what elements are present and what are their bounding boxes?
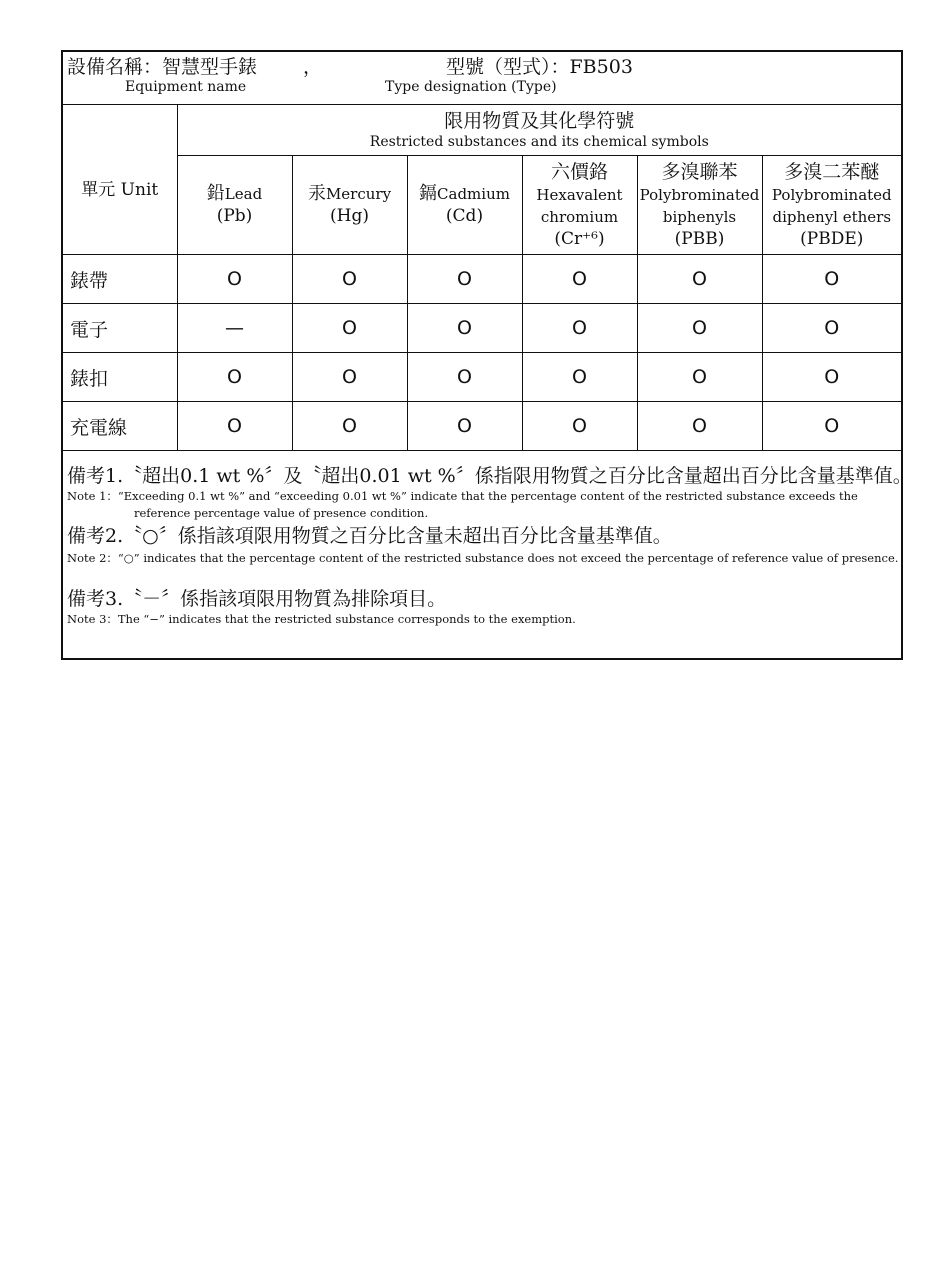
note-1-en-line-2: reference percentage value of presence condition. bbox=[134, 506, 429, 520]
table-cell: O bbox=[762, 353, 901, 402]
substance-zh: 汞 bbox=[307, 183, 326, 204]
table-row-charging-cable bbox=[63, 402, 901, 451]
table-cell: O bbox=[522, 255, 637, 304]
substance-mercury bbox=[292, 156, 407, 255]
table-cell: O bbox=[177, 353, 292, 402]
row-label: 充電線 bbox=[63, 402, 177, 451]
substance-en: Polybrominated bbox=[639, 186, 760, 204]
substance-en: diphenyl ethers bbox=[772, 208, 892, 226]
table-cell: O bbox=[177, 255, 292, 304]
table-cell: O bbox=[637, 255, 762, 304]
table-cell: O bbox=[292, 255, 407, 304]
rohs-declaration bbox=[61, 50, 912, 660]
table-cell: O bbox=[292, 402, 407, 451]
substance-en: chromium bbox=[540, 208, 619, 226]
substance-lead bbox=[177, 156, 292, 255]
table-cell: O bbox=[407, 304, 522, 353]
substance-zh: 鉛 bbox=[206, 183, 225, 204]
notes-section bbox=[67, 458, 912, 628]
row-label: 電子 bbox=[63, 304, 177, 353]
table-cell: O bbox=[177, 402, 292, 451]
substance-zh: 多溴二苯醚 bbox=[784, 161, 880, 183]
table-cell: O bbox=[637, 304, 762, 353]
restricted-title-zh: 限用物質及其化學符號 bbox=[444, 110, 635, 132]
unit-header: 單元 Unit bbox=[63, 105, 177, 255]
substance-en: Mercury bbox=[325, 185, 392, 203]
substance-symbol: (Hg) bbox=[330, 206, 369, 226]
substance-symbol: (PBB) bbox=[674, 229, 725, 249]
note-2-en: Note 2：“○” indicates that the percentage content of the restricted substance does not exceed the percentage of reference value of presence. bbox=[67, 551, 899, 565]
substance-hexavalent-chromium bbox=[522, 156, 637, 255]
row-label: 錶帶 bbox=[63, 255, 177, 304]
table-cell: O bbox=[762, 402, 901, 451]
substance-en: Hexavalent bbox=[536, 186, 623, 204]
substance-en: biphenyls bbox=[662, 208, 737, 226]
note-1-zh: 備考1.〝超出0.1 wt %〞及〝超出0.01 wt %〞係指限用物質之百分比含量超出百分比含量基準值。 bbox=[67, 465, 912, 487]
equipment-name-zh: 設備名稱：智慧型手錶 bbox=[67, 56, 258, 78]
table-cell: O bbox=[407, 353, 522, 402]
substance-zh: 多溴聯苯 bbox=[661, 161, 738, 183]
substance-cadmium bbox=[407, 156, 522, 255]
substance-symbol: (Pb) bbox=[216, 206, 253, 226]
substance-en: Lead bbox=[224, 185, 263, 203]
restricted-substances-table bbox=[63, 52, 901, 451]
table-cell: O bbox=[637, 402, 762, 451]
table-cell: O bbox=[292, 353, 407, 402]
table-cell: O bbox=[522, 402, 637, 451]
table-row-watch-band bbox=[63, 255, 901, 304]
substance-symbol: (Cr⁺⁶) bbox=[554, 229, 605, 249]
substance-zh: 六價鉻 bbox=[550, 161, 608, 183]
substance-symbol: (Cd) bbox=[445, 206, 484, 226]
header-comma: ， bbox=[303, 56, 323, 78]
substance-symbol: (PBDE) bbox=[800, 229, 864, 249]
type-designation-en: Type designation (Type) bbox=[385, 79, 557, 95]
substance-en: Cadmium bbox=[437, 185, 510, 203]
substance-en: Polybrominated bbox=[771, 186, 892, 204]
note-1-en bbox=[67, 488, 897, 522]
restricted-substances-header bbox=[177, 105, 901, 156]
substance-zh: 鎘 bbox=[419, 183, 438, 204]
table-cell: O bbox=[407, 255, 522, 304]
note-1-en-line-1: Note 1：“Exceeding 0.1 wt %” and “exceeding 0.01 wt %” indicate that the percentage content of the restricted substance exceeds the bbox=[67, 489, 858, 503]
table-cell: O bbox=[407, 402, 522, 451]
table-cell: O bbox=[292, 304, 407, 353]
table-row-watch-buckle bbox=[63, 353, 901, 402]
table-cell: O bbox=[762, 304, 901, 353]
type-designation-zh: 型號（型式）：FB503 bbox=[446, 56, 633, 78]
row-label: 錶扣 bbox=[63, 353, 177, 402]
note-3-en: Note 3：The “−” indicates that the restricted substance corresponds to the exemption. bbox=[67, 612, 576, 626]
substance-pbb bbox=[637, 156, 762, 255]
table-cell: O bbox=[637, 353, 762, 402]
equipment-name-en: Equipment name bbox=[125, 79, 247, 95]
note-3-zh: 備考3.〝－〞係指該項限用物質為排除項目。 bbox=[67, 588, 447, 610]
table-row-electronics bbox=[63, 304, 901, 353]
table-cell: O bbox=[522, 304, 637, 353]
table-cell: O bbox=[522, 353, 637, 402]
substance-pbde bbox=[762, 156, 901, 255]
table-cell: O bbox=[762, 255, 901, 304]
table-cell: — bbox=[177, 304, 292, 353]
note-2-zh: 備考2.〝○〞係指該項限用物質之百分比含量未超出百分比含量基準值。 bbox=[67, 525, 672, 547]
equipment-header bbox=[63, 52, 901, 105]
restricted-title-en: Restricted substances and its chemical symbols bbox=[369, 134, 709, 150]
